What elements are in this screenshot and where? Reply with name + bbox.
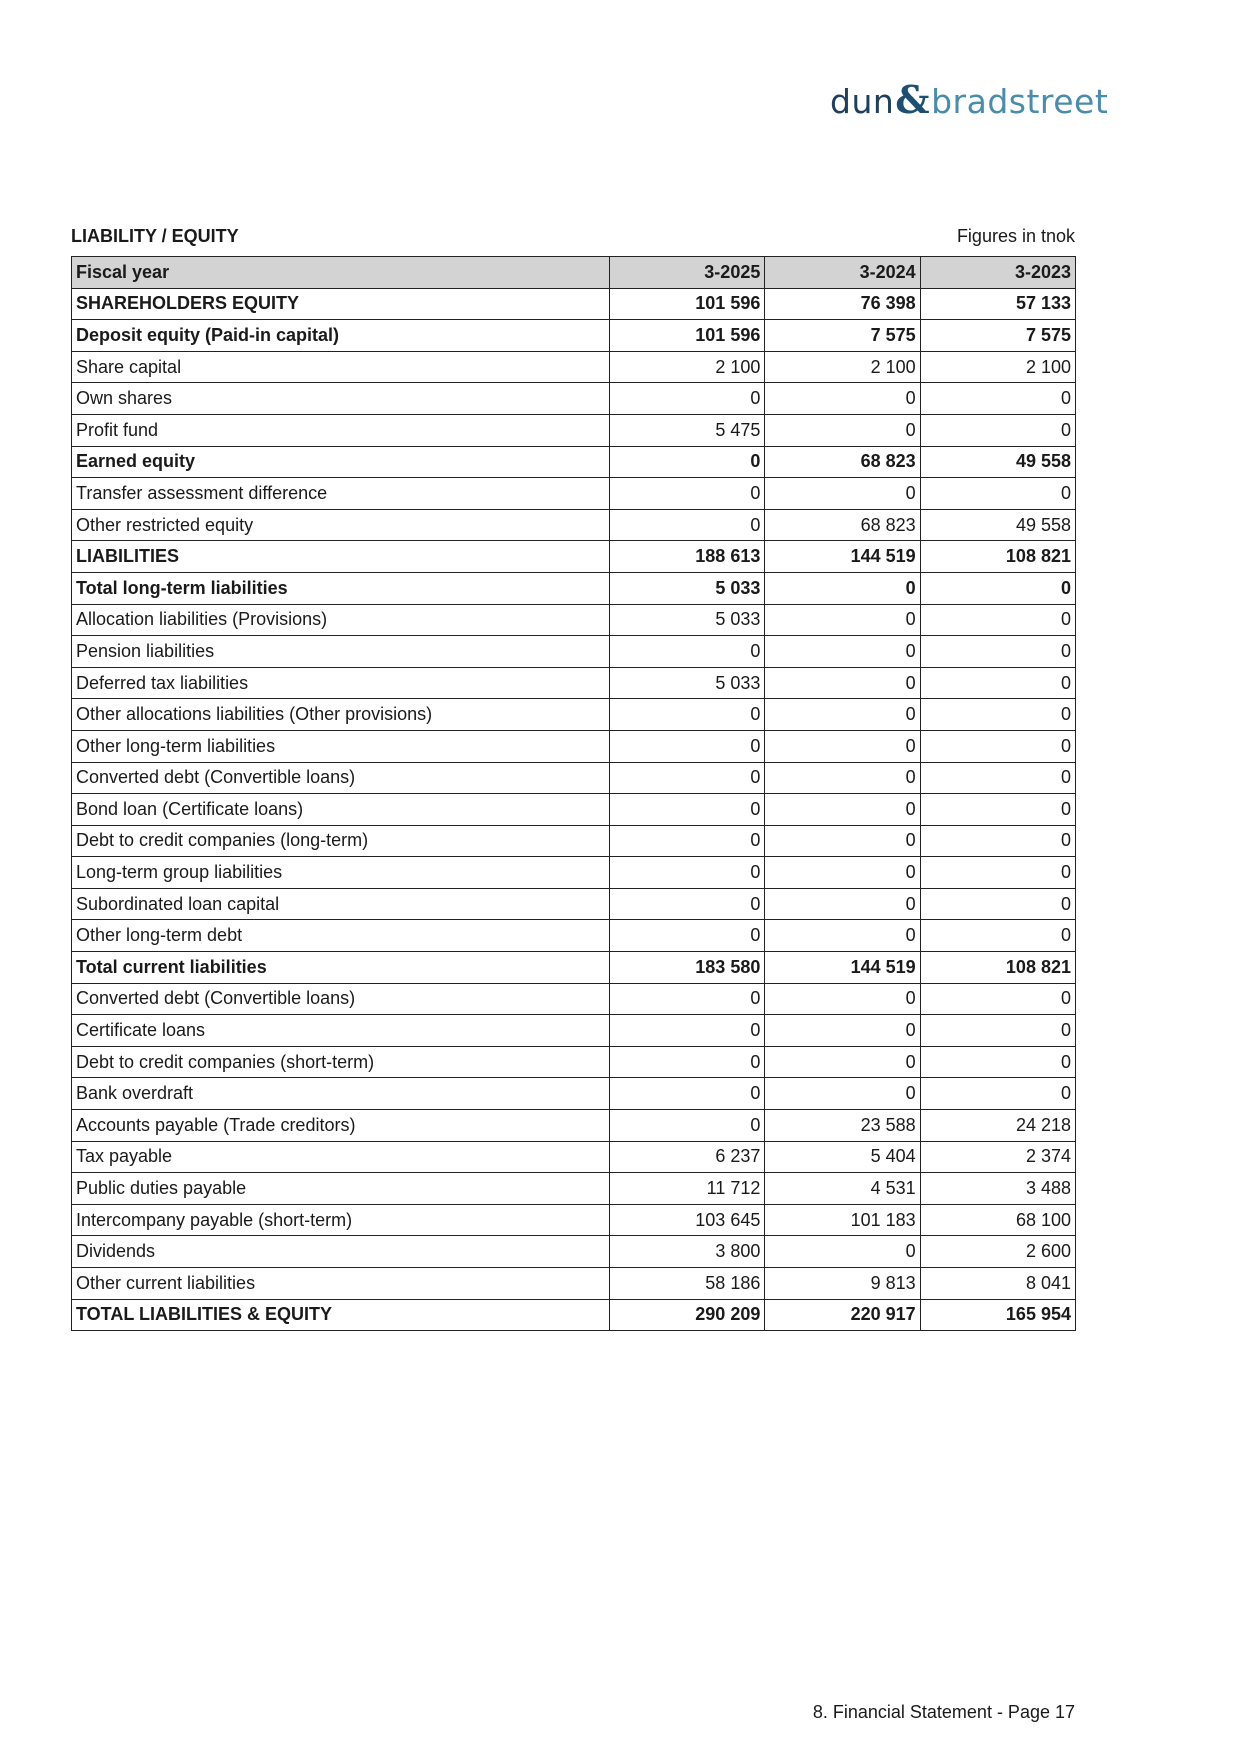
- row-value: 0: [920, 383, 1075, 415]
- row-value: 0: [610, 730, 765, 762]
- row-value: 6 237: [610, 1141, 765, 1173]
- row-value: 49 558: [920, 509, 1075, 541]
- table-row: [72, 541, 1076, 573]
- row-label: Own shares: [72, 383, 610, 415]
- row-value: 7 575: [920, 320, 1075, 352]
- row-value: 165 954: [920, 1299, 1075, 1331]
- row-value: 0: [920, 730, 1075, 762]
- row-value: 0: [920, 604, 1075, 636]
- column-header-year: 3-2023: [920, 257, 1075, 289]
- liability-equity-table: [71, 256, 1076, 1331]
- row-label: Deferred tax liabilities: [72, 667, 610, 699]
- table-row: [72, 857, 1076, 889]
- figures-unit-note: Figures in tnok: [956, 226, 1075, 246]
- table-row: [72, 478, 1076, 510]
- row-value: 0: [920, 857, 1075, 889]
- row-value: 49 558: [920, 446, 1075, 478]
- row-label: Deposit equity (Paid-in capital): [72, 320, 610, 352]
- row-label: Bond loan (Certificate loans): [72, 794, 610, 826]
- row-value: 0: [920, 794, 1075, 826]
- table-row: [72, 762, 1076, 794]
- row-label: Pension liabilities: [72, 636, 610, 668]
- page-footer: 8. Financial Statement - Page 17: [812, 1702, 1075, 1722]
- row-value: 2 100: [610, 351, 765, 383]
- row-value: 0: [610, 1046, 765, 1078]
- row-value: 5 475: [610, 414, 765, 446]
- row-value: 3 488: [920, 1173, 1075, 1205]
- row-value: 0: [610, 983, 765, 1015]
- row-value: 0: [765, 699, 920, 731]
- table-row: [72, 920, 1076, 952]
- row-value: 144 519: [765, 952, 920, 984]
- row-value: 0: [610, 825, 765, 857]
- row-value: 0: [920, 888, 1075, 920]
- table-body: [72, 288, 1076, 1331]
- row-value: 188 613: [610, 541, 765, 573]
- row-value: 108 821: [920, 952, 1075, 984]
- row-label: Subordinated loan capital: [72, 888, 610, 920]
- row-value: 0: [765, 825, 920, 857]
- row-label: Converted debt (Convertible loans): [72, 983, 610, 1015]
- row-value: 0: [920, 636, 1075, 668]
- table-row: [72, 1173, 1076, 1205]
- row-value: 57 133: [920, 288, 1075, 320]
- row-label: Long-term group liabilities: [72, 857, 610, 889]
- table-row: [72, 794, 1076, 826]
- row-value: 0: [920, 414, 1075, 446]
- row-value: 3 800: [610, 1236, 765, 1268]
- row-value: 144 519: [765, 541, 920, 573]
- row-value: 101 596: [610, 288, 765, 320]
- row-label: SHAREHOLDERS EQUITY: [72, 288, 610, 320]
- table-header-row: [72, 257, 1076, 289]
- row-value: 2 374: [920, 1141, 1075, 1173]
- row-value: 5 033: [610, 604, 765, 636]
- row-value: 0: [920, 920, 1075, 952]
- table-row: [72, 509, 1076, 541]
- table-row: [72, 1078, 1076, 1110]
- row-value: 0: [920, 478, 1075, 510]
- row-label: Total current liabilities: [72, 952, 610, 984]
- table-row: [72, 1268, 1076, 1300]
- row-value: 0: [610, 383, 765, 415]
- row-value: 0: [765, 794, 920, 826]
- row-label: Earned equity: [72, 446, 610, 478]
- row-label: Transfer assessment difference: [72, 478, 610, 510]
- row-value: 0: [765, 1015, 920, 1047]
- section-header: [71, 226, 1075, 250]
- row-value: 0: [765, 888, 920, 920]
- row-value: 0: [610, 888, 765, 920]
- row-label: Converted debt (Convertible loans): [72, 762, 610, 794]
- row-value: 68 100: [920, 1204, 1075, 1236]
- row-value: 0: [920, 983, 1075, 1015]
- row-value: 108 821: [920, 541, 1075, 573]
- table-row: [72, 983, 1076, 1015]
- column-header-fiscal-year: Fiscal year: [72, 257, 610, 289]
- row-value: 0: [765, 762, 920, 794]
- table-row: [72, 1046, 1076, 1078]
- row-value: 5 404: [765, 1141, 920, 1173]
- row-value: 0: [920, 762, 1075, 794]
- row-value: 101 183: [765, 1204, 920, 1236]
- row-label: Debt to credit companies (short-term): [72, 1046, 610, 1078]
- row-label: Bank overdraft: [72, 1078, 610, 1110]
- table-row: [72, 699, 1076, 731]
- row-value: 0: [765, 667, 920, 699]
- row-value: 68 823: [765, 509, 920, 541]
- row-label: Debt to credit companies (long-term): [72, 825, 610, 857]
- row-value: 4 531: [765, 1173, 920, 1205]
- row-value: 0: [610, 478, 765, 510]
- row-value: 0: [765, 572, 920, 604]
- row-value: 23 588: [765, 1110, 920, 1142]
- row-label: Intercompany payable (short-term): [72, 1204, 610, 1236]
- row-value: 0: [765, 983, 920, 1015]
- table-row: [72, 730, 1076, 762]
- row-value: 290 209: [610, 1299, 765, 1331]
- table-row: [72, 952, 1076, 984]
- table-row: [72, 1299, 1076, 1331]
- row-value: 0: [610, 446, 765, 478]
- row-value: 0: [610, 794, 765, 826]
- table-row: [72, 1236, 1076, 1268]
- row-label: Dividends: [72, 1236, 610, 1268]
- row-value: 0: [610, 1110, 765, 1142]
- row-label: Public duties payable: [72, 1173, 610, 1205]
- row-value: 0: [765, 1078, 920, 1110]
- row-value: 0: [610, 509, 765, 541]
- row-value: 0: [765, 1046, 920, 1078]
- table-row: [72, 1141, 1076, 1173]
- row-label: TOTAL LIABILITIES & EQUITY: [72, 1299, 610, 1331]
- row-value: 7 575: [765, 320, 920, 352]
- table-row: [72, 351, 1076, 383]
- row-value: 0: [920, 825, 1075, 857]
- table-row: [72, 667, 1076, 699]
- table-row: [72, 1110, 1076, 1142]
- row-value: 24 218: [920, 1110, 1075, 1142]
- row-value: 183 580: [610, 952, 765, 984]
- table-row: [72, 572, 1076, 604]
- row-value: 58 186: [610, 1268, 765, 1300]
- row-label: Profit fund: [72, 414, 610, 446]
- row-label: Certificate loans: [72, 1015, 610, 1047]
- column-header-year: 3-2024: [765, 257, 920, 289]
- row-value: 0: [765, 383, 920, 415]
- row-value: 0: [920, 1015, 1075, 1047]
- dun-bradstreet-logo: [830, 77, 1109, 122]
- row-value: 0: [765, 730, 920, 762]
- row-value: 0: [765, 604, 920, 636]
- row-value: 0: [765, 1236, 920, 1268]
- row-value: 11 712: [610, 1173, 765, 1205]
- row-value: 103 645: [610, 1204, 765, 1236]
- row-value: 0: [610, 920, 765, 952]
- row-value: 220 917: [765, 1299, 920, 1331]
- row-value: 0: [920, 1046, 1075, 1078]
- row-label: LIABILITIES: [72, 541, 610, 573]
- table-row: [72, 320, 1076, 352]
- row-value: 0: [610, 762, 765, 794]
- row-value: 0: [610, 1015, 765, 1047]
- table-row: [72, 414, 1076, 446]
- row-value: 0: [920, 1078, 1075, 1110]
- row-label: Other allocations liabilities (Other provisions): [72, 699, 610, 731]
- table-row: [72, 1015, 1076, 1047]
- row-label: Other long-term debt: [72, 920, 610, 952]
- row-value: 76 398: [765, 288, 920, 320]
- row-value: 0: [920, 667, 1075, 699]
- row-value: 5 033: [610, 667, 765, 699]
- row-value: 2 600: [920, 1236, 1075, 1268]
- row-value: 2 100: [920, 351, 1075, 383]
- table-row: [72, 825, 1076, 857]
- logo-text-bradstreet: bradstreet: [931, 82, 1109, 121]
- row-value: 8 041: [920, 1268, 1075, 1300]
- row-label: Total long-term liabilities: [72, 572, 610, 604]
- row-value: 0: [765, 478, 920, 510]
- row-label: Other restricted equity: [72, 509, 610, 541]
- row-value: 9 813: [765, 1268, 920, 1300]
- row-value: 2 100: [765, 351, 920, 383]
- row-value: 0: [920, 699, 1075, 731]
- table-row: [72, 636, 1076, 668]
- row-value: 0: [765, 920, 920, 952]
- row-label: Tax payable: [72, 1141, 610, 1173]
- table-row: [72, 1204, 1076, 1236]
- row-value: 0: [610, 1078, 765, 1110]
- row-label: Accounts payable (Trade creditors): [72, 1110, 610, 1142]
- row-label: Share capital: [72, 351, 610, 383]
- row-value: 0: [610, 699, 765, 731]
- table-row: [72, 446, 1076, 478]
- table-row: [72, 383, 1076, 415]
- row-value: 0: [765, 636, 920, 668]
- section-title: LIABILITY / EQUITY: [71, 226, 239, 246]
- row-value: 68 823: [765, 446, 920, 478]
- row-value: 0: [610, 857, 765, 889]
- row-value: 5 033: [610, 572, 765, 604]
- row-label: Allocation liabilities (Provisions): [72, 604, 610, 636]
- row-label: Other long-term liabilities: [72, 730, 610, 762]
- table-row: [72, 288, 1076, 320]
- row-value: 0: [765, 414, 920, 446]
- row-value: 0: [610, 636, 765, 668]
- logo-text-dun: dun: [830, 82, 895, 121]
- logo-ampersand-icon: &: [895, 77, 931, 122]
- table-row: [72, 604, 1076, 636]
- row-value: 0: [920, 572, 1075, 604]
- row-value: 0: [765, 857, 920, 889]
- table-row: [72, 888, 1076, 920]
- row-label: Other current liabilities: [72, 1268, 610, 1300]
- row-value: 101 596: [610, 320, 765, 352]
- column-header-year: 3-2025: [610, 257, 765, 289]
